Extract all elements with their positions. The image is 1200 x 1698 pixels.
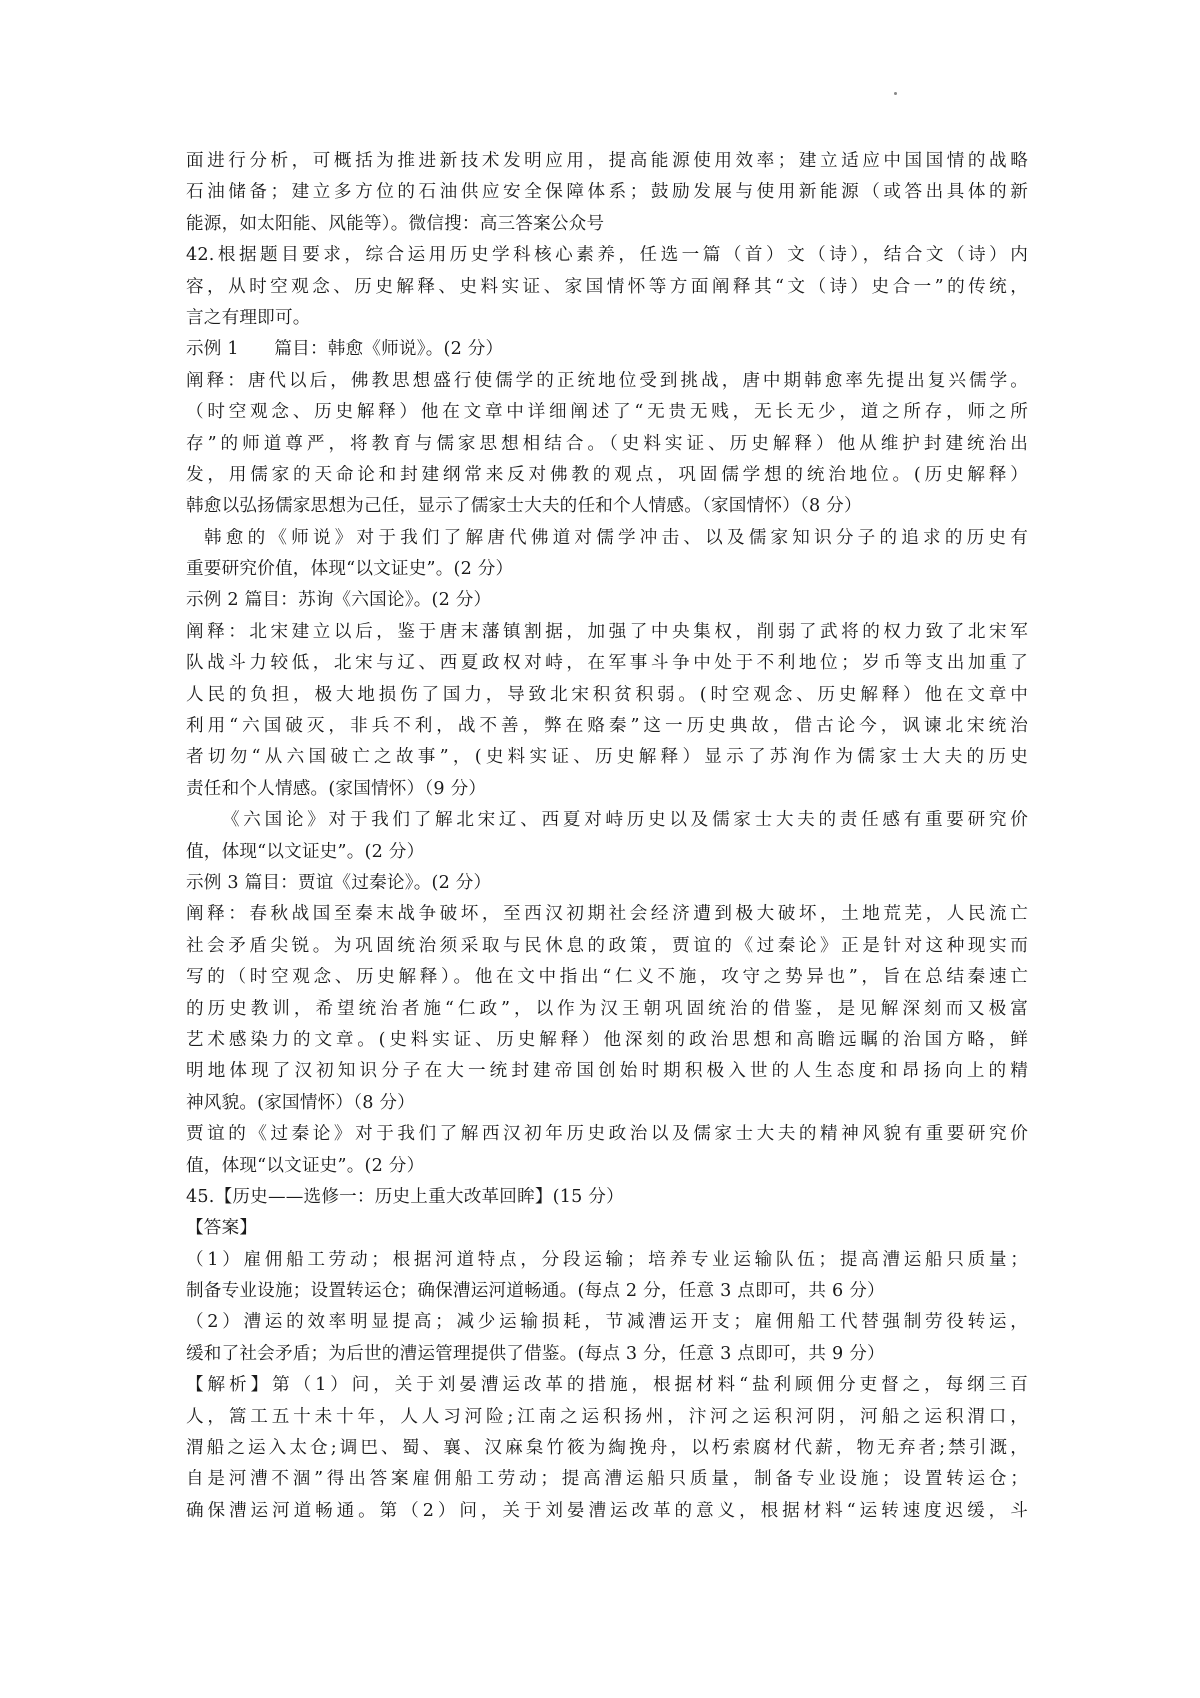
- text-line: （1）雇佣船工劳动；根据河道特点，分段运输；培养专业运输队伍；提高漕运船只质量；: [186, 1249, 1028, 1270]
- text-line: 石油储备；建立多方位的石油供应安全保障体系；鼓励发展与使用新能源（或答出具体的新: [186, 182, 1028, 203]
- text-line: 值，体现“以文证史”。(2 分）: [186, 1155, 425, 1176]
- text-line: 能源，如太阳能、风能等）。微信搜：高三答案公众号: [186, 213, 605, 234]
- question-45-heading: 45.【历史——选修一：历史上重大改革回眸】(15 分）: [186, 1186, 624, 1207]
- text-line: 利用“六国破灭，非兵不利，战不善，弊在赂秦”这一历史典故，借古论今，讽谏北宋统治: [186, 716, 1028, 737]
- text-line: 《六国论》对于我们了解北宋辽、西夏对峙历史以及儒家士大夫的责任感有重要研究价: [222, 810, 1028, 831]
- text-line: 韩愈以弘扬儒家思想为己任，显示了儒家士大夫的任和个人情感。（家国情怀）（8 分）: [186, 496, 862, 517]
- text-line: 确保漕运河道畅通。第（2）问，关于刘晏漕运改革的意义，根据材料“运转速度迟缓，斗: [186, 1500, 1028, 1521]
- example-3-title: 示例 3 篇目：贾谊《过秦论》。(2 分）: [186, 872, 492, 893]
- text-line: 明地体现了汉初知识分子在大一统封建帝国创始时期积极入世的人生态度和昂扬向上的精: [186, 1061, 1028, 1082]
- analysis-heading-line: 【解析】第（1）问，关于刘晏漕运改革的措施，根据材料“盐利顾佣分吏督之，每纲三百: [186, 1375, 1028, 1396]
- example-1-title: 示例 1 篇目：韩愈《师说》。(2 分）: [186, 339, 504, 360]
- text-line: 的历史教训，希望统治者施“仁政”，以作为汉王朝巩固统治的借鉴，是见解深刻而又极富: [186, 998, 1028, 1019]
- text-line: 社会矛盾尖锐。为巩固统治须采取与民休息的政策，贾谊的《过秦论》正是针对这种现实而: [186, 935, 1028, 956]
- answer-text-body: [186, 146, 1028, 1527]
- text-line: 责任和个人情感。(家国情怀）（9 分）: [186, 778, 487, 799]
- scan-speck: [894, 92, 897, 95]
- text-line: 制备专业设施；设置转运仓；确保漕运河道畅通。(每点 2 分，任意 3 点即可，共 6 分）: [186, 1281, 885, 1302]
- text-line: 发，用儒家的天命论和封建纲常来反对佛教的观点，巩固儒学想的统治地位。(历史解释）: [186, 464, 1028, 485]
- answer-heading: 【答案】: [186, 1218, 258, 1239]
- question-42-heading: 42.根据题目要求，综合运用历史学科核心素养，任选一篇（首）文（诗），结合文（诗）内: [186, 245, 1028, 266]
- text-line: 容，从时空观念、历史解释、史料实证、家国情怀等方面阐释其“文（诗）史合一”的传统，: [186, 276, 1028, 297]
- text-line: 神风貌。(家国情怀）（8 分）: [186, 1092, 415, 1113]
- text-line: 重要研究价值，体现“以文证史”。(2 分）: [186, 559, 514, 580]
- text-line: 阐释：春秋战国至秦末战争破坏，至西汉初期社会经济遭到极大破坏，土地荒芜，人民流亡: [186, 904, 1028, 925]
- text-line: 自是河漕不涸”得出答案雇佣船工劳动；提高漕运船只质量，制备专业设施；设置转运仓；: [186, 1469, 1028, 1490]
- text-line: 队战斗力较低，北宋与辽、西夏政权对峙，在军事斗争中处于不利地位；岁币等支出加重了: [186, 653, 1028, 674]
- text-line: 贾谊的《过秦论》对于我们了解西汉初年历史政治以及儒家士大夫的精神风貌有重要研究价: [186, 1124, 1028, 1145]
- text-line: 存”的师道尊严，将教育与儒家思想相结合。（史料实证、历史解释）他从维护封建统治出: [186, 433, 1028, 454]
- text-line: （时空观念、历史解释）他在文章中详细阐述了“无贵无贱，无长无少，道之所存，师之所: [186, 402, 1028, 423]
- text-line: （2）漕运的效率明显提高；减少运输损耗，节减漕运开支；雇佣船工代替强制劳役转运，: [186, 1312, 1028, 1333]
- text-line: 缓和了社会矛盾；为后世的漕运管理提供了借鉴。(每点 3 分，任意 3 点即可，共 9 分）: [186, 1343, 885, 1364]
- text-line: 渭船之运入太仓;调巴、蜀、襄、汉麻枲竹筱为綯挽舟，以朽索腐材代薪，物无弃者;禁引溉，: [186, 1438, 1028, 1459]
- text-line: 阐释：北宋建立以后，鉴于唐末藩镇割据，加强了中央集权，削弱了武将的权力致了北宋军: [186, 621, 1028, 642]
- text-line: 言之有理即可。: [186, 307, 311, 328]
- text-line: 韩愈的《师说》对于我们了解唐代佛道对儒学冲击、以及儒家知识分子的追求的历史有: [204, 527, 1028, 548]
- text-line: 人，篙工五十未十年，人人习河险;江南之运积扬州，汴河之运积河阴，河船之运积渭口，: [186, 1406, 1028, 1427]
- text-line: 写的（时空观念、历史解释）。他在文中指出“仁义不施，攻守之势异也”，旨在总结秦速亡: [186, 967, 1028, 988]
- text-line: 者切勿“从六国破亡之故事”，(史料实证、历史解释）显示了苏洵作为儒家士大夫的历史: [186, 747, 1028, 768]
- text-line: 阐释：唐代以后，佛教思想盛行使儒学的正统地位受到挑战，唐中期韩愈率先提出复兴儒学。: [186, 370, 1028, 391]
- example-2-title: 示例 2 篇目：苏询《六国论》。(2 分）: [186, 590, 492, 611]
- text-line: 艺术感染力的文章。(史料实证、历史解释）他深刻的政治思想和高瞻远瞩的治国方略，鲜: [186, 1029, 1028, 1050]
- text-line: 值，体现“以文证史”。(2 分）: [186, 841, 425, 862]
- text-line: 面进行分析，可概括为推进新技术发明应用，提高能源使用效率；建立适应中国国情的战略: [186, 151, 1028, 171]
- text-line: 人民的负担，极大地损伤了国力，导致北宋积贫积弱。(时空观念、历史解释）他在文章中: [186, 684, 1028, 705]
